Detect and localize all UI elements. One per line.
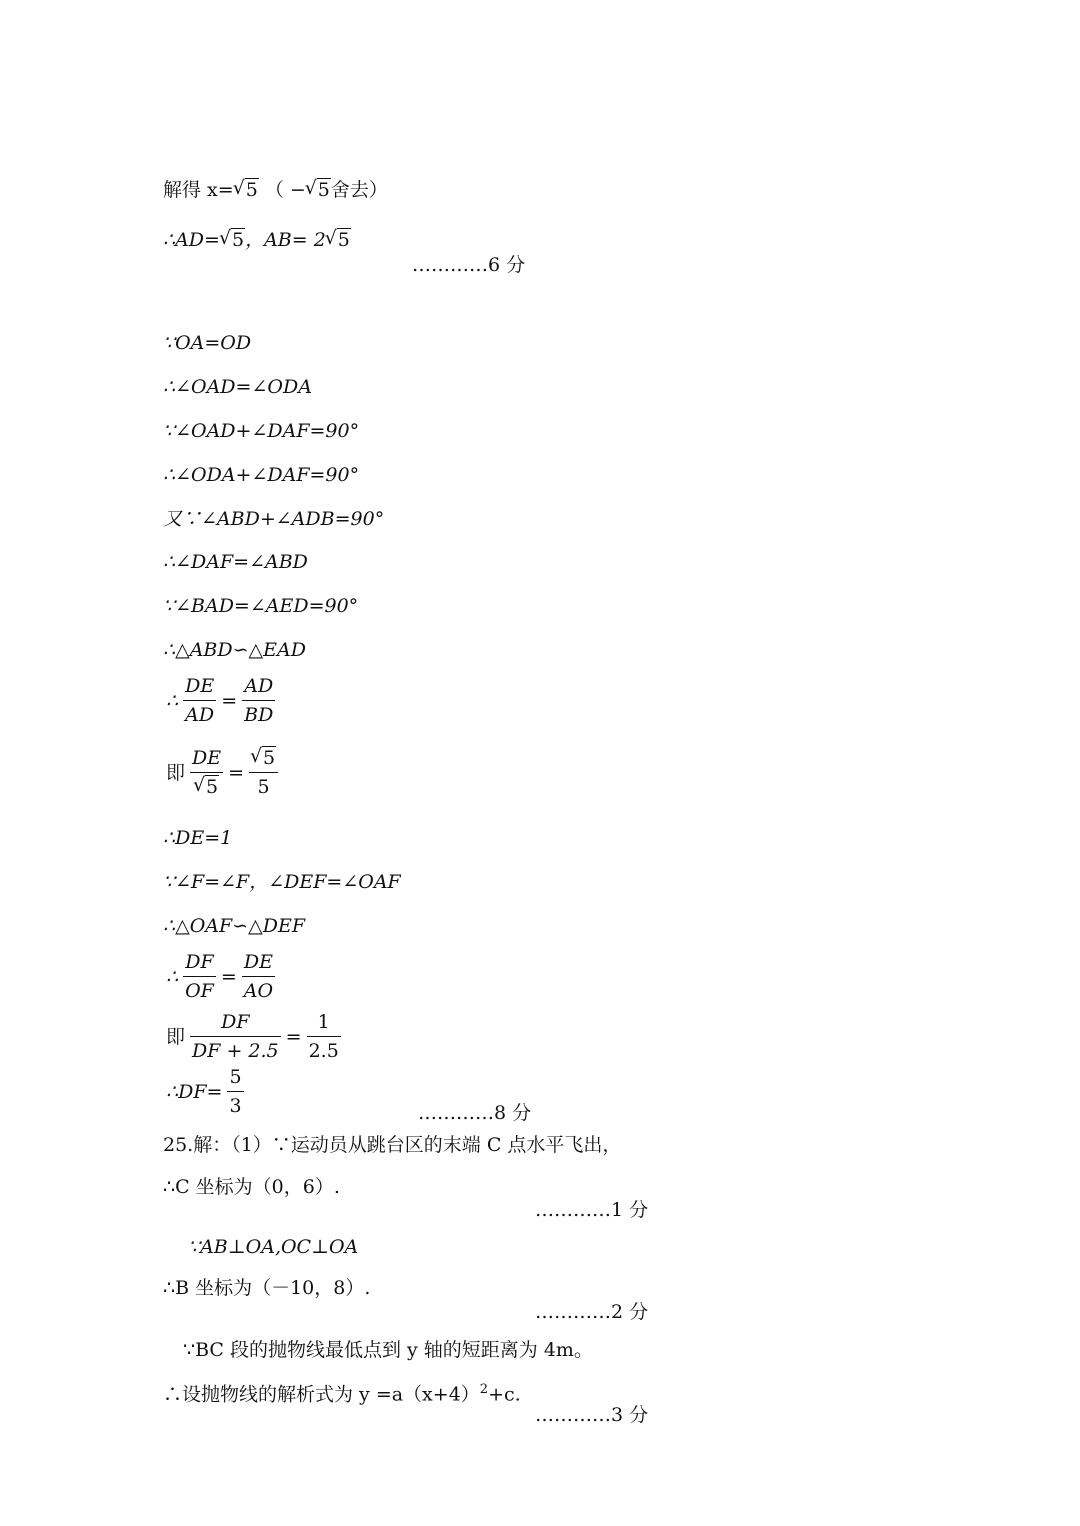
fraction-eq-3 <box>163 950 277 1003</box>
numerator: DF <box>190 1010 281 1037</box>
fraction-eq-1 <box>163 674 277 727</box>
text: ∴ <box>166 965 179 988</box>
sqrt <box>251 746 276 770</box>
fraction <box>307 1010 341 1063</box>
radicand: 5 <box>263 747 276 769</box>
sqrt <box>234 178 259 202</box>
text: ，AB= 2 <box>245 229 326 251</box>
equals: = <box>285 1025 302 1048</box>
denominator <box>190 773 223 799</box>
text: ∴AD= <box>163 229 220 251</box>
fraction-eq-2 <box>163 746 280 799</box>
equals: = <box>221 689 238 712</box>
denominator: AD <box>185 704 215 726</box>
radicand: 5 <box>317 179 330 201</box>
denominator: 2.5 <box>308 1040 339 1062</box>
sqrt <box>220 228 245 252</box>
numerator <box>249 746 278 773</box>
step-oa-od: ∵OA=OD <box>163 332 252 354</box>
sqrt <box>306 178 331 202</box>
numerator: DF <box>183 950 216 977</box>
numerator: DE <box>190 746 223 773</box>
q25-intro: 25.解：（1）∵运动员从跳台区的末端 C 点水平飞出， <box>163 1134 622 1156</box>
text: （ − <box>264 179 306 201</box>
denominator: BD <box>244 704 274 726</box>
solve-x-line <box>163 178 388 202</box>
radicand: 5 <box>245 179 258 201</box>
step-oda-daf: ∴∠ODA+∠DAF=90° <box>163 464 360 486</box>
fraction-eq-4 <box>163 1010 343 1063</box>
step-similar-oaf-def: ∴△OAF∽△DEF <box>163 915 305 937</box>
score-8: …………8 分 <box>418 1102 532 1124</box>
step-f-def-oaf: ∵∠F=∠F，∠DEF=∠OAF <box>163 871 401 893</box>
step-de-1: ∴DE=1 <box>163 827 233 849</box>
score-3: …………3 分 <box>535 1404 649 1426</box>
step-daf-abd: ∴∠DAF=∠ABD <box>163 551 308 573</box>
numerator: DE <box>183 674 216 701</box>
fraction <box>183 950 216 1003</box>
text: 即 <box>166 1025 186 1048</box>
denominator: DF + 2.5 <box>192 1040 279 1062</box>
fraction <box>242 950 275 1003</box>
text: ∴设抛物线的解析式为 y =a（x+4） <box>163 1383 480 1406</box>
radicand: 5 <box>337 229 350 251</box>
radicand: 5 <box>206 776 219 798</box>
radicand: 5 <box>231 229 245 251</box>
text: ∴DF= <box>166 1080 223 1103</box>
numerator: AD <box>242 674 275 701</box>
ad-ab-line <box>163 228 351 252</box>
denominator: OF <box>185 980 214 1002</box>
text: +c. <box>488 1383 521 1406</box>
score-1: …………1 分 <box>535 1199 649 1221</box>
text: 解得 x= <box>163 179 234 201</box>
sqrt <box>194 775 219 799</box>
df-result <box>163 1065 246 1118</box>
q25-lowest-point: ∵BC 段的抛物线最低点到 y 轴的短距离为 4m。 <box>183 1339 593 1361</box>
text: ∴ <box>166 689 179 712</box>
score-6: …………6 分 <box>412 254 526 276</box>
numerator: 5 <box>227 1065 243 1092</box>
sqrt <box>326 228 351 252</box>
equals: = <box>228 761 245 784</box>
text: 舍去） <box>330 179 388 201</box>
step-angle-oad-oda: ∴∠OAD=∠ODA <box>163 376 312 398</box>
step-bad-aed: ∵∠BAD=∠AED=90° <box>163 595 359 617</box>
exponent: 2 <box>479 1382 489 1397</box>
step-similar-abd-ead: ∴△ABD∽△EAD <box>163 639 306 661</box>
numerator: DE <box>242 950 275 977</box>
denominator: 5 <box>257 776 270 798</box>
fraction <box>183 674 216 727</box>
step-abd-adb: 又∵∠ABD+∠ADB=90° <box>163 508 385 530</box>
fraction <box>242 674 275 727</box>
fraction <box>190 1010 281 1063</box>
denominator: 3 <box>229 1095 242 1117</box>
q25-b-coord: ∴B 坐标为（－10，8）. <box>163 1277 371 1299</box>
q25-c-coord: ∴C 坐标为（0，6）. <box>163 1176 340 1198</box>
denominator: AO <box>243 980 274 1002</box>
score-2: …………2 分 <box>535 1301 649 1323</box>
fraction <box>190 746 223 799</box>
fraction <box>227 1065 243 1118</box>
fraction <box>249 746 278 799</box>
step-oad-daf: ∵∠OAD+∠DAF=90° <box>163 420 360 442</box>
text: 即 <box>166 761 186 784</box>
numerator: 1 <box>307 1010 341 1037</box>
q25-parabola-form <box>163 1378 521 1406</box>
q25-perpendicular: ∵AB⊥OA,OC⊥OA <box>188 1236 359 1258</box>
equals: = <box>220 965 237 988</box>
